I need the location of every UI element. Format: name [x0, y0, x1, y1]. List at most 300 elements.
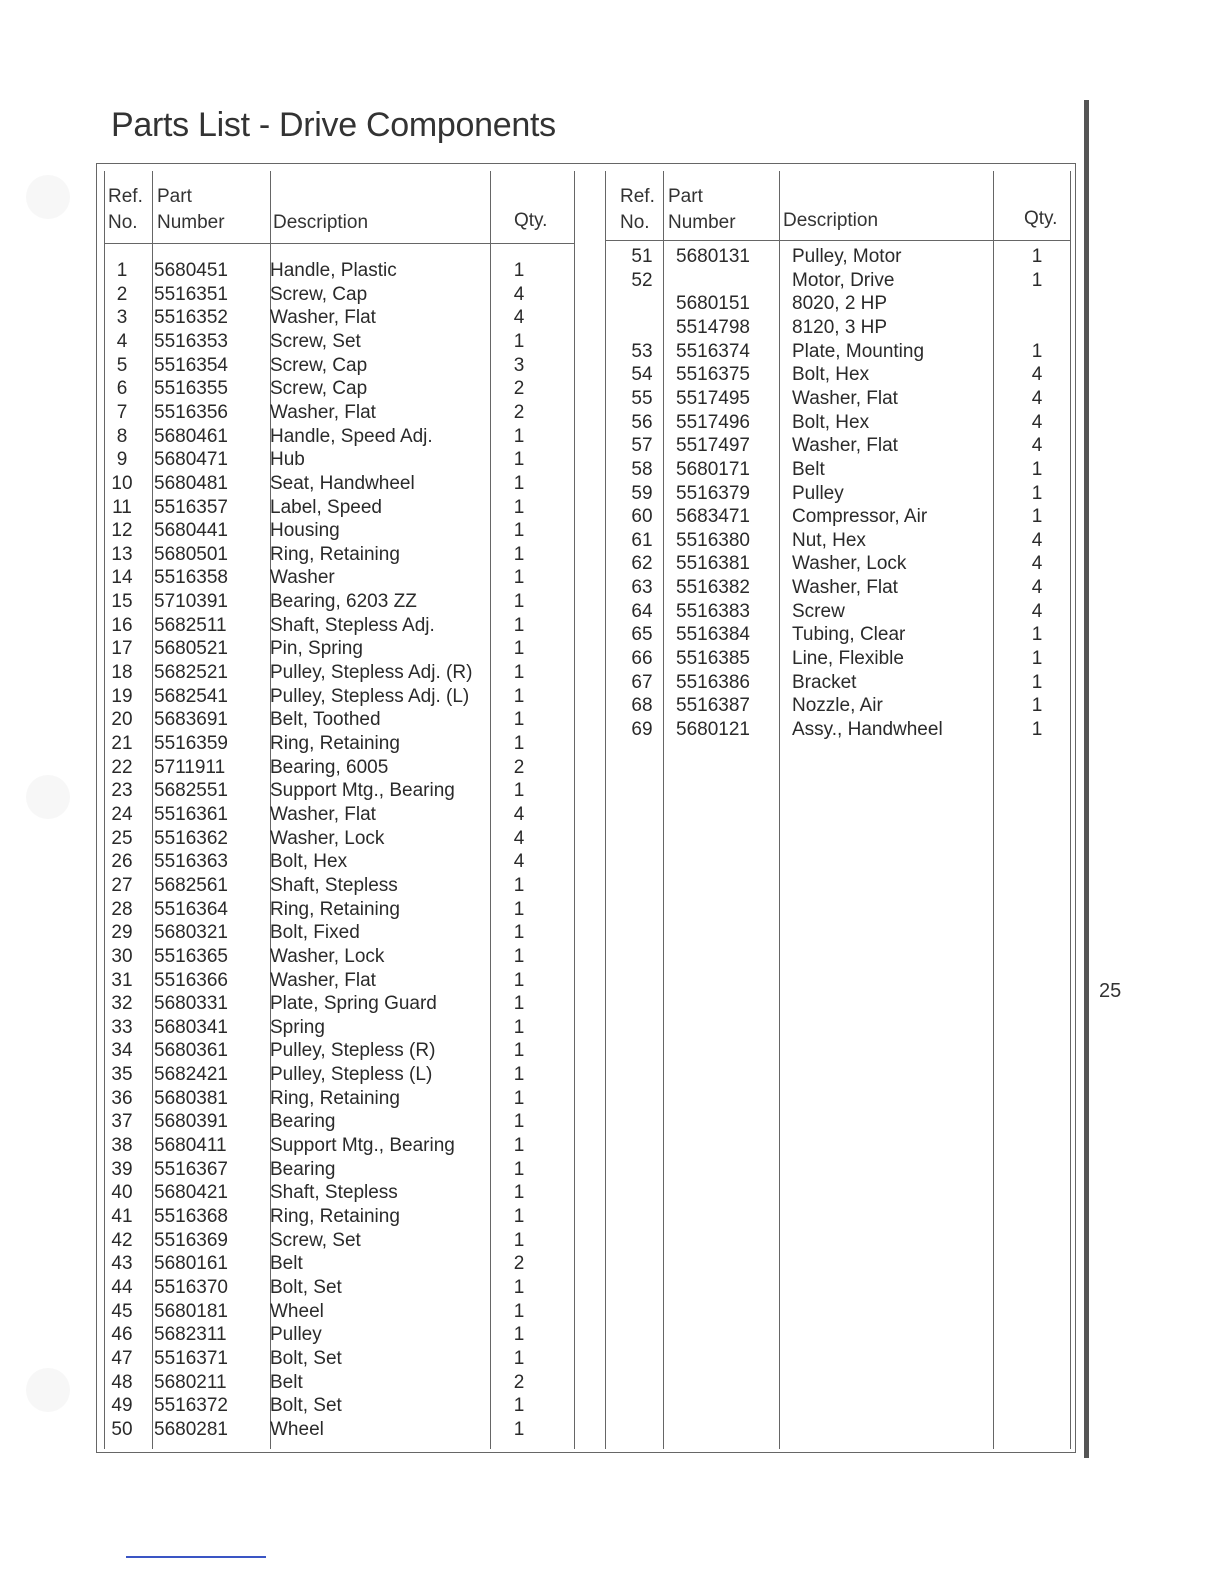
table-row: [104, 921, 544, 944]
cell-ref-no: 21: [111, 733, 133, 754]
cell-ref-no: 67: [631, 671, 653, 693]
cell-part-number: 5680361: [154, 1040, 228, 1062]
cell-ref-no: 20: [111, 709, 133, 731]
header-part-line2: Number: [668, 212, 736, 233]
cell-description: Washer, Flat: [270, 307, 376, 329]
cell-qty: 4: [513, 803, 525, 825]
table-row: [624, 647, 1064, 670]
cell-qty: 1: [513, 567, 525, 589]
cell-part-number: 5680121: [676, 719, 750, 740]
cell-description: 8120, 3 HP: [792, 316, 888, 338]
header-ref-left: [108, 184, 152, 236]
table-row: [624, 600, 1064, 623]
cell-qty: 1: [513, 591, 525, 613]
table-row: [104, 1394, 544, 1417]
binder-hole-bottom: [26, 1368, 70, 1412]
cell-description: Ring, Retaining: [270, 1087, 400, 1109]
cell-description: Belt: [270, 1371, 303, 1393]
cell-part-number: 5680181: [154, 1300, 228, 1322]
cell-ref-no: 24: [111, 803, 133, 825]
cell-ref-no: 8: [116, 425, 128, 447]
table-row: [104, 637, 544, 660]
cell-ref-no: 52: [631, 269, 653, 291]
cell-qty: 1: [513, 1347, 525, 1369]
cell-ref-no: 46: [111, 1324, 133, 1346]
cell-qty: 1: [513, 614, 525, 636]
cell-qty: 1: [513, 1135, 525, 1157]
cell-description: Shaft, Stepless: [270, 1182, 398, 1204]
cell-ref-no: 1: [116, 260, 128, 281]
table-row: [104, 306, 544, 329]
header-qty-right: Qty.: [1024, 208, 1058, 229]
cell-qty: 1: [513, 1111, 525, 1133]
cell-description: Pulley, Stepless (R): [270, 1040, 436, 1062]
cell-ref-no: 27: [111, 874, 133, 896]
cell-qty: 1: [513, 969, 525, 991]
cell-description: Ring, Retaining: [270, 733, 400, 754]
cell-part-number: 5680411: [154, 1135, 227, 1157]
cell-part-number: 5680171: [676, 458, 750, 480]
cell-qty: 1: [513, 543, 525, 565]
cell-part-number: 5516364: [154, 898, 228, 920]
cell-description: Assy., Handwheel: [792, 719, 943, 740]
cell-description: Bolt, Set: [270, 1276, 342, 1298]
cell-description: Belt: [792, 458, 825, 480]
cell-ref-no: 63: [631, 577, 653, 599]
scan-underline-mark: [126, 1556, 266, 1558]
cell-qty: 2: [513, 378, 525, 400]
table-row: [104, 1181, 544, 1204]
cell-part-number: 5711911: [154, 756, 226, 778]
cell-qty: 1: [513, 1206, 525, 1227]
cell-ref-no: 68: [631, 695, 653, 717]
table-row: [104, 283, 544, 306]
cell-qty: 1: [513, 330, 525, 352]
cell-description: Pulley, Stepless Adj. (L): [270, 685, 470, 707]
cell-part-number: 5516352: [154, 307, 228, 329]
table-row: [104, 1418, 544, 1441]
cell-part-number: 5516374: [676, 340, 750, 362]
header-part-line2: Number: [157, 212, 225, 233]
table-row: [104, 1371, 544, 1394]
cell-ref-no: 59: [631, 482, 653, 504]
cell-description: Wheel: [270, 1418, 324, 1440]
cell-description: Bearing, 6005: [270, 756, 389, 778]
cell-part-number: 5514798: [676, 316, 750, 338]
cell-ref-no: 18: [111, 662, 133, 684]
table-row: [104, 1347, 544, 1370]
cell-part-number: 5516357: [154, 496, 228, 518]
cell-qty: 4: [513, 283, 525, 305]
cell-qty: 1: [513, 733, 525, 754]
table-row: [104, 330, 544, 353]
cell-qty: 4: [513, 307, 525, 329]
cell-qty: 1: [513, 260, 525, 281]
cell-qty: 1: [513, 662, 525, 684]
cell-part-number: 5516383: [676, 600, 750, 622]
cell-description: Pulley: [270, 1324, 322, 1346]
cell-qty: 1: [513, 1418, 525, 1440]
cell-qty: 1: [513, 1229, 525, 1251]
cell-description: Wheel: [270, 1300, 324, 1322]
cell-qty: 4: [1031, 364, 1043, 386]
cell-description: Tubing, Clear: [792, 624, 906, 646]
cell-part-number: 5683471: [676, 506, 750, 528]
cell-qty: 1: [1031, 482, 1043, 504]
cell-qty: 4: [1031, 435, 1043, 457]
cell-ref-no: 60: [631, 506, 653, 528]
cell-ref-no: 33: [111, 1016, 133, 1038]
cell-qty: 1: [513, 496, 525, 518]
cell-part-number: 5516371: [154, 1347, 228, 1369]
cell-part-number: 5516356: [154, 401, 228, 423]
cell-part-number: 5516365: [154, 945, 228, 967]
header-ref-line2: No.: [108, 212, 138, 233]
cell-ref-no: 25: [111, 827, 133, 849]
cell-part-number: 5680281: [154, 1418, 228, 1440]
binder-hole-middle: [26, 775, 70, 819]
cell-ref-no: 42: [111, 1229, 133, 1251]
cell-description: Screw, Cap: [270, 378, 368, 400]
cell-description: Bearing, 6203 ZZ: [270, 591, 417, 613]
cell-part-number: 5680381: [154, 1087, 228, 1109]
cell-ref-no: 6: [116, 378, 128, 400]
cell-description: Bracket: [792, 671, 857, 693]
cell-part-number: 5516384: [676, 624, 750, 646]
table-row: [104, 661, 544, 684]
header-part-left: [157, 184, 225, 236]
table-row: [624, 505, 1064, 528]
cell-ref-no: 48: [111, 1371, 133, 1393]
table-row: [104, 969, 544, 992]
cell-ref-no: 41: [111, 1206, 133, 1227]
cell-qty: 1: [1031, 269, 1043, 291]
cell-ref-no: 4: [116, 330, 128, 352]
cell-qty: 4: [1031, 529, 1043, 551]
cell-description: Bearing: [270, 1158, 336, 1180]
cell-qty: 1: [513, 709, 525, 731]
table-row: [624, 363, 1064, 386]
cell-qty: 1: [513, 1087, 525, 1109]
cell-part-number: 5516363: [154, 851, 228, 873]
cell-qty: 1: [1031, 458, 1043, 480]
cell-ref-no: 58: [631, 458, 653, 480]
cell-description: Washer, Lock: [270, 945, 385, 967]
cell-ref-no: 40: [111, 1182, 133, 1204]
cell-description: Nozzle, Air: [792, 695, 883, 717]
cell-qty: 4: [1031, 411, 1043, 433]
cell-description: Washer, Flat: [792, 435, 898, 457]
cell-qty: 1: [513, 449, 525, 471]
table-row: [104, 732, 544, 755]
binder-hole-top: [26, 175, 70, 219]
cell-qty: 1: [1031, 340, 1043, 362]
header-part-line1: Part: [668, 186, 703, 207]
header-rule-right: [606, 240, 1071, 241]
cell-part-number: 5516372: [154, 1395, 228, 1417]
cell-ref-no: 36: [111, 1087, 133, 1109]
cell-part-number: 5680161: [154, 1253, 228, 1275]
cell-part-number: 5680151: [676, 293, 750, 315]
table-row: [624, 245, 1064, 268]
cell-qty: 1: [513, 945, 525, 967]
cell-part-number: 5516369: [154, 1229, 228, 1251]
cell-part-number: 5710391: [154, 591, 228, 613]
cell-qty: 1: [1031, 671, 1043, 693]
cell-qty: 1: [513, 1276, 525, 1298]
cell-qty: 4: [1031, 387, 1043, 409]
cell-ref-no: 57: [631, 435, 653, 457]
cell-description: Pin, Spring: [270, 638, 363, 660]
cell-qty: 1: [513, 1064, 525, 1086]
cell-description: Screw, Set: [270, 1229, 361, 1251]
cell-ref-no: 31: [111, 969, 133, 991]
cell-qty: 1: [513, 780, 525, 802]
table-row: [104, 850, 544, 873]
header-ref-line2: No.: [620, 212, 650, 233]
cell-part-number: 5517497: [676, 435, 750, 457]
table-row: [624, 411, 1064, 434]
table-row: [624, 694, 1064, 717]
cell-description: Shaft, Stepless: [270, 874, 398, 896]
cell-description: Washer, Flat: [270, 969, 376, 991]
cell-ref-no: 47: [111, 1347, 133, 1369]
cell-part-number: 5682421: [154, 1064, 228, 1086]
cell-part-number: 5680471: [154, 449, 228, 471]
table-row: [104, 803, 544, 826]
cell-qty: 1: [513, 922, 525, 944]
cell-description: Handle, Speed Adj.: [270, 425, 433, 447]
cell-ref-no: 64: [631, 600, 653, 622]
cell-ref-no: 66: [631, 648, 653, 670]
cell-ref-no: 43: [111, 1253, 133, 1275]
table-row: [104, 945, 544, 968]
cell-description: Ring, Retaining: [270, 543, 400, 565]
cell-ref-no: 13: [111, 543, 133, 565]
cell-description: Bolt, Hex: [792, 364, 870, 386]
table-row: [624, 718, 1064, 741]
header-part-right: [668, 184, 736, 236]
cell-ref-no: 3: [116, 307, 128, 329]
cell-description: Seat, Handwheel: [270, 472, 415, 494]
margin-bar: [1084, 100, 1089, 1458]
cell-description: Bearing: [270, 1111, 336, 1133]
cell-ref-no: 10: [111, 472, 133, 494]
cell-description: Bolt, Hex: [792, 411, 870, 433]
cell-part-number: 5516386: [676, 671, 750, 693]
table-row: [104, 472, 544, 495]
table-row: [624, 671, 1064, 694]
divider-right-edge: [1070, 171, 1071, 1449]
table-row: [104, 1110, 544, 1133]
cell-ref-no: 5: [116, 354, 128, 376]
table-row: [104, 1063, 544, 1086]
cell-part-number: 5516380: [676, 529, 750, 551]
cell-ref-no: 14: [111, 567, 133, 589]
divider-left-qty: [574, 171, 575, 1449]
table-row: [624, 576, 1064, 599]
cell-description: Handle, Plastic: [270, 260, 397, 281]
table-row: [104, 401, 544, 424]
table-row: [104, 519, 544, 542]
cell-part-number: 5516354: [154, 354, 228, 376]
page-title: Parts List - Drive Components: [111, 106, 556, 144]
table-row: [104, 1276, 544, 1299]
cell-description: Washer, Flat: [792, 387, 898, 409]
cell-part-number: 5517496: [676, 411, 750, 433]
table-row: [624, 316, 1064, 339]
cell-part-number: 5516382: [676, 577, 750, 599]
table-row: [104, 590, 544, 613]
table-row: [104, 1323, 544, 1346]
cell-qty: 1: [513, 1016, 525, 1038]
table-row: [104, 1039, 544, 1062]
cell-part-number: 5680441: [154, 520, 228, 542]
cell-ref-no: 56: [631, 411, 653, 433]
header-ref-right: [620, 184, 664, 236]
table-row: [624, 269, 1064, 292]
cell-qty: 1: [1031, 246, 1043, 267]
cell-description: Nut, Hex: [792, 529, 866, 551]
cell-part-number: 5516375: [676, 364, 750, 386]
cell-qty: 1: [513, 472, 525, 494]
table-row: [104, 614, 544, 637]
cell-description: 8020, 2 HP: [792, 293, 888, 315]
cell-description: Plate, Spring Guard: [270, 993, 437, 1015]
cell-part-number: 5680421: [154, 1182, 228, 1204]
cell-description: Pulley: [792, 482, 844, 504]
cell-ref-no: 53: [631, 340, 653, 362]
cell-qty: 4: [513, 851, 525, 873]
table-row: [104, 425, 544, 448]
cell-part-number: 5680321: [154, 922, 228, 944]
cell-qty: 1: [513, 1300, 525, 1322]
table-row: [104, 992, 544, 1015]
table-row: [104, 448, 544, 471]
table-row: [104, 566, 544, 589]
cell-qty: 1: [1031, 506, 1043, 528]
table-row: [104, 874, 544, 897]
cell-ref-no: 44: [111, 1276, 133, 1298]
cell-description: Bolt, Set: [270, 1347, 342, 1369]
cell-part-number: 5680501: [154, 543, 228, 565]
cell-description: Bolt, Fixed: [270, 922, 360, 944]
cell-part-number: 5516361: [154, 803, 228, 825]
table-row: [104, 708, 544, 731]
cell-qty: 2: [513, 756, 525, 778]
cell-qty: 1: [513, 425, 525, 447]
cell-ref-no: 16: [111, 614, 133, 636]
cell-part-number: 5516381: [676, 553, 750, 575]
cell-part-number: 5680521: [154, 638, 228, 660]
cell-qty: 1: [513, 520, 525, 542]
table-row: [624, 623, 1064, 646]
cell-qty: 1: [1031, 648, 1043, 670]
cell-part-number: 5516353: [154, 330, 228, 352]
cell-ref-no: 39: [111, 1158, 133, 1180]
cell-qty: 4: [513, 827, 525, 849]
cell-part-number: 5517495: [676, 387, 750, 409]
table-row: [104, 496, 544, 519]
cell-part-number: 5680131: [676, 246, 750, 267]
cell-qty: 2: [513, 1253, 525, 1275]
cell-ref-no: 69: [631, 719, 653, 740]
cell-qty: 4: [1031, 553, 1043, 575]
cell-ref-no: 15: [111, 591, 133, 613]
cell-qty: 1: [513, 1182, 525, 1204]
cell-part-number: 5516351: [154, 283, 228, 305]
cell-ref-no: 28: [111, 898, 133, 920]
cell-description: Washer, Flat: [792, 577, 898, 599]
cell-part-number: 5680331: [154, 993, 228, 1015]
cell-description: Pulley, Motor: [792, 246, 902, 267]
cell-ref-no: 65: [631, 624, 653, 646]
cell-description: Housing: [270, 520, 340, 542]
cell-part-number: 5516368: [154, 1206, 228, 1227]
page-number: 25: [1099, 980, 1122, 1002]
cell-part-number: 5680451: [154, 260, 228, 281]
cell-description: Washer, Lock: [270, 827, 385, 849]
cell-description: Bolt, Set: [270, 1395, 342, 1417]
cell-ref-no: 30: [111, 945, 133, 967]
cell-qty: 1: [1031, 624, 1043, 646]
table-row: [104, 756, 544, 779]
cell-ref-no: 50: [111, 1418, 133, 1440]
table-row: [104, 543, 544, 566]
cell-part-number: 5516385: [676, 648, 750, 670]
cell-description: Pulley, Stepless Adj. (R): [270, 662, 473, 684]
cell-part-number: 5680461: [154, 425, 228, 447]
cell-part-number: 5680211: [154, 1371, 227, 1393]
cell-ref-no: 23: [111, 780, 133, 802]
table-row: [104, 1158, 544, 1181]
cell-part-number: 5516359: [154, 733, 228, 754]
table-row: [104, 259, 544, 282]
cell-description: Washer: [270, 567, 335, 589]
cell-ref-no: 54: [631, 364, 653, 386]
cell-ref-no: 32: [111, 993, 133, 1015]
table-row: [624, 458, 1064, 481]
cell-description: Washer, Lock: [792, 553, 907, 575]
table-row: [104, 1205, 544, 1228]
cell-ref-no: 49: [111, 1395, 133, 1417]
header-rule-left: [104, 243, 575, 244]
cell-part-number: 5682511: [154, 614, 227, 636]
cell-ref-no: 34: [111, 1040, 133, 1062]
cell-description: Label, Speed: [270, 496, 382, 518]
cell-qty: 1: [513, 874, 525, 896]
cell-ref-no: 51: [631, 246, 653, 267]
table-row: [104, 354, 544, 377]
table-row: [104, 1016, 544, 1039]
cell-qty: 1: [513, 993, 525, 1015]
cell-part-number: 5680391: [154, 1111, 228, 1133]
cell-description: Screw, Cap: [270, 354, 368, 376]
cell-ref-no: 9: [116, 449, 128, 471]
table-row: [624, 340, 1064, 363]
cell-description: Compressor, Air: [792, 506, 928, 528]
cell-part-number: 5516387: [676, 695, 750, 717]
cell-description: Screw, Cap: [270, 283, 368, 305]
cell-part-number: 5682541: [154, 685, 228, 707]
cell-ref-no: 29: [111, 922, 133, 944]
cell-ref-no: 19: [111, 685, 133, 707]
cell-ref-no: 12: [111, 520, 133, 542]
cell-qty: 1: [513, 1158, 525, 1180]
cell-qty: 4: [1031, 577, 1043, 599]
table-row: [104, 1087, 544, 1110]
cell-part-number: 5516355: [154, 378, 228, 400]
